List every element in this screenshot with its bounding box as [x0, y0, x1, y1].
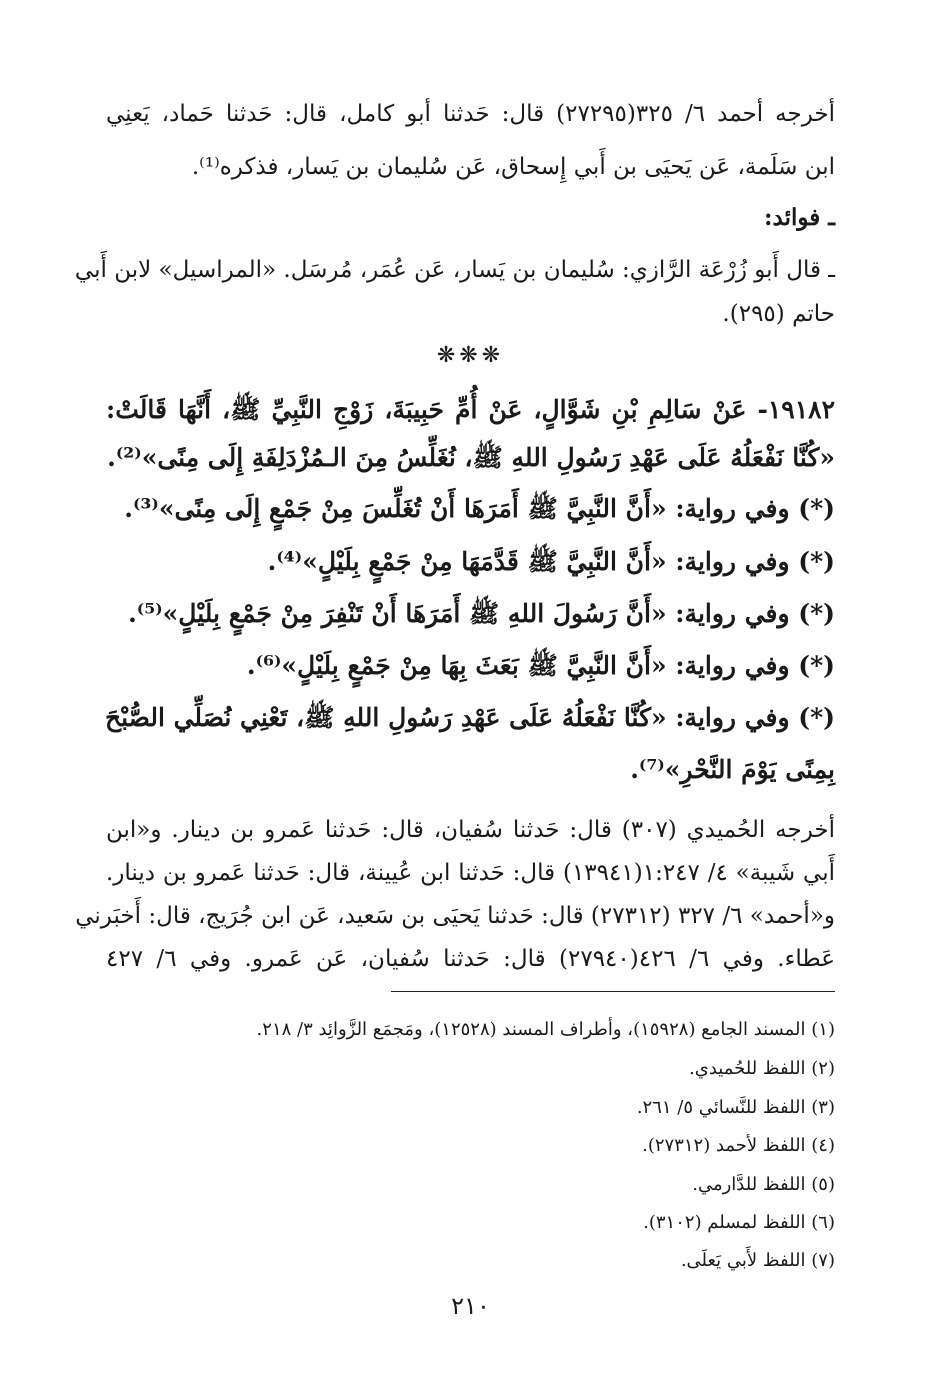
hadith-variant-1: (*) وفي رواية: «أَنَّ النَّبِيَّ ﷺ أَمَرَهَا أَنْ تُغَلِّسَ مِنْ جَمْعٍ إِلَى مِنًى»⁽³⁾.: [124, 494, 835, 523]
intro-line-2: ابن سَلَمة، عَن يَحيَى بن أَبي إِسحاق، عَن سُليمان بن يَسار، فذكره⁽¹⁾.: [191, 154, 835, 180]
footnote-5: (٥) اللفظ للدَّارمي.: [692, 1174, 835, 1195]
takhrij-line-1: أخرجه الحُميدي (٣٠٧) قال: حَدثنا سُفيان، قال: حَدثنا عَمرو بن دينار. و«ابن: [106, 817, 835, 843]
hadith-line-2: «كُنَّا نَفْعَلُهُ عَلَى عَهْدِ رَسُولِ اللهِ ﷺ، نُغَلِّسُ مِنَ الـمُزْدَلِفَةِ إِلَى مِنًى»⁽²⁾.: [107, 443, 835, 472]
hadith-variant-5-cont: بِمِنًى يَوْمَ النَّحْرِ»⁽⁷⁾.: [630, 755, 835, 784]
intro-line-1: أخرجه أحمد ٦/ ٣٢٥(٢٧٢٩٥) قال: حَدثنا أبو كامل، قال: حَدثنا حَماد، يَعنِي: [106, 101, 836, 127]
section-separator: ❋❋❋: [436, 343, 505, 368]
hadith-variant-2: (*) وفي رواية: «أَنَّ النَّبِيَّ ﷺ قَدَّمَهَا مِنْ جَمْعٍ بِلَيْلٍ»⁽⁴⁾.: [267, 547, 835, 576]
footnote-7: (٧) اللفظ لأَبي يَعلَى.: [680, 1250, 835, 1271]
footnote-4: (٤) اللفظ لأحمد (٢٧٣١٢).: [642, 1135, 835, 1156]
takhrij-line-2: أَبي شَيبة» ٤/ ١:٢٤٧(١٣٩٤١) قال: حَدثنا ابن عُيينة، قال: حَدثنا عَمرو بن دينار.: [106, 860, 835, 886]
fawaid-heading: ـ فوائد:: [764, 204, 835, 231]
takhrij-line-4: عَطاء. وفي ٦/ ٤٢٦(٢٧٩٤٠) قال: حَدثنا سُفيان، عَن عَمرو. وفي ٦/ ٤٢٧: [106, 946, 836, 972]
takhrij-line-3: و«أحمد» ٦/ ٣٢٧ (٢٧٣١٢) قال: حَدثنا يَحيَى بن سَعيد، عَن ابن جُرَيج، قال: أَخبَرني: [75, 903, 835, 929]
footnote-separator: [391, 991, 835, 992]
page-number: ٢١٠: [451, 1292, 490, 1320]
fawaid-line-2: حاتم (٢٩٥).: [722, 301, 835, 327]
fawaid-line-1: ـ قال أَبو زُرْعَة الرَّازي: سُليمان بن يَسار، عَن عُمَر، مُرسَل. «المراسيل» لابن أَبي: [74, 257, 835, 283]
footnote-3: (٣) اللفظ للنَّسائي ٥/ ٢٦١.: [636, 1097, 835, 1118]
hadith-variant-5: (*) وفي رواية: «كُنَّا نَفْعَلُهُ عَلَى عَهْدِ رَسُولِ اللهِ ﷺ، تَعْنِي نُصَلِّي الصُّبْحَ: [104, 703, 835, 732]
hadith-line-1: ١٩١٨٢- عَنْ سَالِمِ بْنِ شَوَّالٍ، عَنْ أُمِّ حَبِيبَةَ، زَوْجِ النَّبِيِّ ﷺ، أَنَّهَا قَالَتْ:: [106, 395, 835, 424]
footnote-6: (٦) اللفظ لمسلم (٣١٠٢).: [643, 1212, 835, 1233]
hadith-variant-3: (*) وفي رواية: «أَنَّ رَسُولَ اللهِ ﷺ أَمَرَهَا أَنْ تَنْفِرَ مِنْ جَمْعٍ بِلَيْلٍ»⁽⁵⁾.: [128, 599, 835, 628]
footnote-1: (١) المسند الجامع (١٥٩٢٨)، وأطراف المسند (١٢٥٢٨)، ومَجمَع الزَّوائِد ٣/ ٢١٨.: [256, 1019, 835, 1040]
footnote-2: (٢) اللفظ للحُميدي.: [689, 1058, 835, 1079]
hadith-variant-4: (*) وفي رواية: «أَنَّ النَّبِيَّ ﷺ بَعَثَ بِهَا مِنْ جَمْعٍ بِلَيْلٍ»⁽⁶⁾.: [246, 651, 835, 680]
